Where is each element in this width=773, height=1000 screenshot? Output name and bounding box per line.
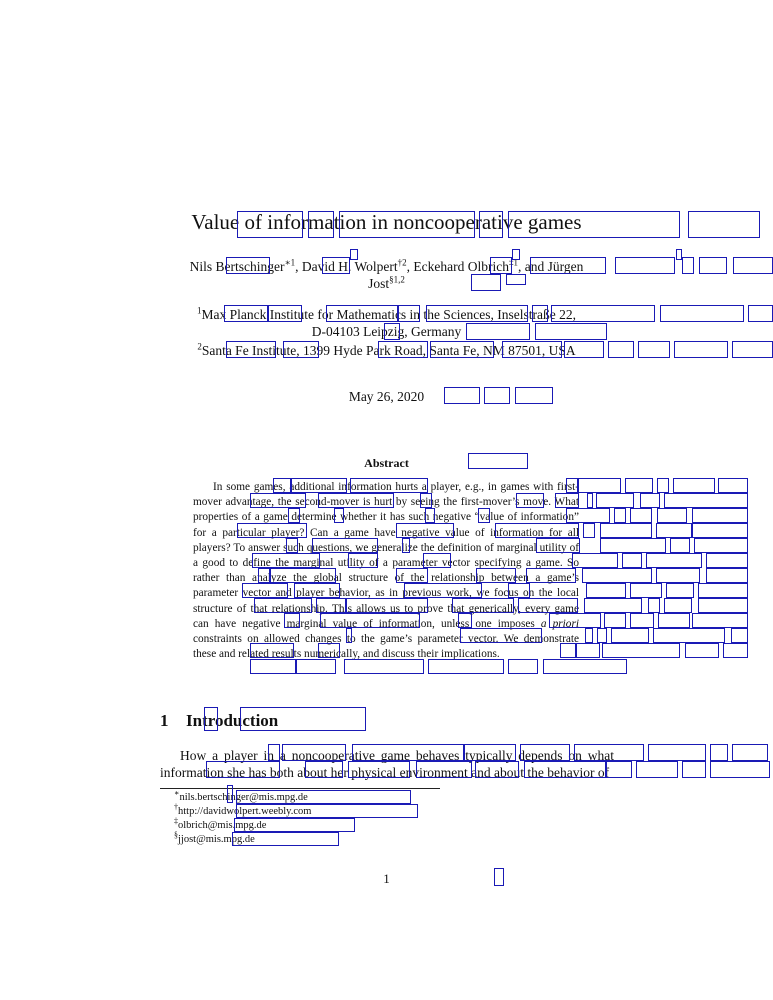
link-box[interactable] <box>250 493 306 508</box>
link-box[interactable] <box>625 478 653 493</box>
link-box[interactable] <box>602 643 680 658</box>
section-number: 1 <box>160 711 169 730</box>
link-box[interactable] <box>583 523 595 538</box>
link-box[interactable] <box>346 628 352 643</box>
link-box[interactable] <box>204 707 218 731</box>
link-box[interactable] <box>258 568 270 583</box>
link-box[interactable] <box>206 761 280 778</box>
link-box[interactable] <box>426 305 528 322</box>
link-box[interactable] <box>699 257 727 274</box>
link-box[interactable] <box>688 211 760 238</box>
link-box[interactable] <box>227 785 233 803</box>
link-box[interactable] <box>706 553 748 568</box>
link-box[interactable] <box>587 493 593 508</box>
link-box[interactable] <box>268 744 280 761</box>
page-number: 1 <box>383 871 390 886</box>
link-box[interactable] <box>530 257 606 274</box>
link-box[interactable] <box>732 744 768 761</box>
link-box[interactable] <box>646 553 702 568</box>
link-box[interactable] <box>682 761 706 778</box>
link-box[interactable] <box>582 568 652 583</box>
link-box[interactable] <box>656 523 692 538</box>
link-box[interactable] <box>291 478 347 493</box>
link-box[interactable] <box>692 523 748 538</box>
link-box[interactable] <box>574 744 644 761</box>
link-box[interactable] <box>660 305 744 322</box>
link-box[interactable] <box>378 341 428 358</box>
link-box[interactable] <box>402 538 410 553</box>
link-box[interactable] <box>240 707 366 731</box>
link-box[interactable] <box>551 305 655 322</box>
footnote-mark: § <box>174 830 178 840</box>
link-box[interactable] <box>653 628 725 643</box>
link-box[interactable] <box>283 341 319 358</box>
link-box[interactable] <box>430 341 494 358</box>
link-box[interactable] <box>350 478 428 493</box>
link-box[interactable] <box>252 553 320 568</box>
affiliation-text: D-04103 Leipzig, Germany <box>311 324 462 339</box>
paper-date: May 26, 2020 <box>348 389 425 404</box>
link-box[interactable] <box>658 613 690 628</box>
link-box[interactable] <box>475 761 519 778</box>
link-box[interactable] <box>692 508 748 523</box>
link-box[interactable] <box>748 305 773 322</box>
link-box[interactable] <box>444 387 480 404</box>
link-box[interactable] <box>622 553 642 568</box>
link-box[interactable] <box>344 659 424 674</box>
affiliation-text: Max Planck Institute for Mathematics in the Sciences, Inselstraße 22, <box>201 307 577 322</box>
link-box[interactable] <box>732 341 773 358</box>
link-box[interactable] <box>536 538 580 553</box>
link-box[interactable] <box>502 341 562 358</box>
link-box[interactable] <box>339 211 475 238</box>
link-box[interactable] <box>224 305 268 322</box>
link-box[interactable] <box>566 508 610 523</box>
link-box[interactable] <box>664 493 748 508</box>
link-box[interactable] <box>666 583 694 598</box>
link-box[interactable] <box>596 493 634 508</box>
footnote-mark: † <box>174 802 178 812</box>
link-box[interactable] <box>560 643 576 658</box>
link-box[interactable] <box>352 744 464 761</box>
author-marker[interactable]: ‡1 <box>508 257 518 268</box>
link-box[interactable] <box>549 613 601 628</box>
link-box[interactable] <box>656 568 700 583</box>
paper-title: Value of information in noncooperative games <box>191 210 582 234</box>
link-box[interactable] <box>506 274 526 285</box>
link-box[interactable] <box>236 804 418 818</box>
link-box[interactable] <box>296 659 336 674</box>
link-box[interactable] <box>254 598 312 613</box>
link-box[interactable] <box>288 508 300 523</box>
link-box[interactable] <box>526 568 576 583</box>
link-box[interactable] <box>478 508 490 523</box>
link-box[interactable] <box>682 257 694 274</box>
affiliation-marker: 1 <box>196 305 202 316</box>
author-marker[interactable]: ∗1 <box>284 257 296 268</box>
link-box[interactable] <box>284 613 300 628</box>
link-box[interactable] <box>423 553 451 568</box>
link-box[interactable] <box>512 249 520 260</box>
link-box[interactable] <box>600 523 652 538</box>
link-box[interactable] <box>471 274 501 291</box>
link-box[interactable] <box>404 583 482 598</box>
link-box[interactable] <box>710 744 728 761</box>
link-box[interactable] <box>305 761 343 778</box>
link-box[interactable] <box>508 211 680 238</box>
link-box[interactable] <box>316 598 346 613</box>
link-box[interactable] <box>664 598 692 613</box>
link-box[interactable] <box>648 744 706 761</box>
link-box[interactable] <box>698 598 748 613</box>
link-box[interactable] <box>494 868 504 886</box>
link-box[interactable] <box>348 553 378 568</box>
link-box[interactable] <box>572 553 618 568</box>
link-box[interactable] <box>294 583 340 598</box>
link-box[interactable] <box>346 598 428 613</box>
author-name: Nils Bertschinger <box>189 259 285 274</box>
link-box[interactable] <box>638 341 670 358</box>
link-box[interactable] <box>535 323 607 340</box>
link-box[interactable] <box>396 523 454 538</box>
link-box[interactable] <box>334 508 344 523</box>
author-name: Jost <box>368 276 390 291</box>
link-box[interactable] <box>706 568 748 583</box>
abstract-text: In some games, additional information hurts a player, e.g., in games with first-mover advantage, the second-mover is hurt by seeing the first-mover’s move. What properties of a game determine whether it has such negative “value of information” for a particular player? Can a game have negative value of information for all players? To answer such questions, we generalize the definition of marginal utility of a good to define the marginal utility of a parameter vector specifying a game. So rather than analyze the global structure of the relationship between a game’s parameter vector and player behavior, as in previous work, we focus on the local structure of that relationship. This allows us to prove that generically, every game can have negative marginal value of information, unless one imposes <box>193 481 579 630</box>
link-box[interactable] <box>237 211 303 238</box>
link-box[interactable] <box>723 643 748 658</box>
link-box[interactable] <box>420 493 432 508</box>
link-box[interactable] <box>524 761 606 778</box>
link-box[interactable] <box>600 538 666 553</box>
link-box[interactable] <box>468 453 528 469</box>
link-box[interactable] <box>606 761 632 778</box>
link-box[interactable] <box>250 643 294 658</box>
link-box[interactable] <box>555 493 579 508</box>
link-box[interactable] <box>232 832 339 846</box>
link-box[interactable] <box>268 305 302 322</box>
link-box[interactable] <box>318 493 394 508</box>
link-box[interactable] <box>604 613 626 628</box>
section-title: Introduction <box>186 711 279 730</box>
author-marker[interactable]: §1,2 <box>389 274 405 285</box>
link-box[interactable] <box>286 538 298 553</box>
link-box[interactable] <box>566 478 578 493</box>
link-box[interactable] <box>234 818 355 832</box>
footnote-email[interactable]: nils.bertschinger@mis.mpg.de <box>179 792 308 803</box>
link-box[interactable] <box>318 643 340 658</box>
link-box[interactable] <box>242 583 288 598</box>
author-name: , and Jürgen <box>517 259 584 274</box>
footnote-rule <box>160 788 440 789</box>
link-box[interactable] <box>476 568 516 583</box>
link-box[interactable] <box>543 659 627 674</box>
link-box[interactable] <box>636 761 678 778</box>
link-box[interactable] <box>698 583 748 598</box>
link-box[interactable] <box>384 323 400 340</box>
link-box[interactable] <box>464 744 516 761</box>
link-box[interactable] <box>630 613 654 628</box>
link-box[interactable] <box>630 583 662 598</box>
footnote-url[interactable]: http://davidwolpert.weebly.com <box>178 806 312 817</box>
link-box[interactable] <box>630 508 652 523</box>
link-box[interactable] <box>586 583 626 598</box>
link-box[interactable] <box>270 568 336 583</box>
link-box[interactable] <box>685 643 719 658</box>
link-box[interactable] <box>508 659 538 674</box>
intro-paragraph: How a player in a noncooperative game behaves typically depends on what information she has both about her physical environment and about the behavior of <box>160 748 614 780</box>
affiliation-marker: 2 <box>197 341 202 352</box>
link-box[interactable] <box>694 538 748 553</box>
link-box[interactable] <box>320 613 420 628</box>
link-box[interactable] <box>657 508 687 523</box>
link-box[interactable] <box>226 257 270 274</box>
link-box[interactable] <box>428 659 504 674</box>
link-box[interactable] <box>350 249 358 260</box>
author-marker[interactable]: †2 <box>397 257 407 268</box>
link-box[interactable] <box>585 628 593 643</box>
link-box[interactable] <box>532 305 548 322</box>
link-box[interactable] <box>578 478 621 493</box>
abstract-text: constraints on allowed changes to the game’s parameter vector. We demonstrate these and related results numerically, and discuss their implications. <box>193 633 579 661</box>
link-box[interactable] <box>515 387 553 404</box>
affiliation-text: Santa Fe Institute, 1399 Hyde Park Road, Santa Fe, NM 87501, USA <box>201 343 576 358</box>
link-box[interactable] <box>718 478 748 493</box>
link-box[interactable] <box>670 538 690 553</box>
link-box[interactable] <box>615 257 675 274</box>
link-box[interactable] <box>398 305 420 322</box>
link-box[interactable] <box>452 598 514 613</box>
link-box[interactable] <box>466 323 530 340</box>
link-box[interactable] <box>640 493 660 508</box>
link-box[interactable] <box>692 613 748 628</box>
link-box[interactable] <box>608 341 634 358</box>
link-box[interactable] <box>614 508 626 523</box>
link-box[interactable] <box>226 341 276 358</box>
link-box[interactable] <box>733 257 773 274</box>
link-box[interactable] <box>416 761 472 778</box>
link-box[interactable] <box>425 508 435 523</box>
link-box[interactable] <box>273 478 291 493</box>
footnote-email[interactable]: olbrich@mis.mpg.de <box>178 820 267 831</box>
link-box[interactable] <box>322 257 350 274</box>
link-box[interactable] <box>520 744 570 761</box>
link-box[interactable] <box>657 478 669 493</box>
link-box[interactable] <box>348 761 410 778</box>
link-box[interactable] <box>516 493 544 508</box>
link-box[interactable] <box>312 538 378 553</box>
link-box[interactable] <box>490 257 512 274</box>
link-box[interactable] <box>479 211 503 238</box>
link-box[interactable] <box>495 523 579 538</box>
link-box[interactable] <box>508 583 530 598</box>
link-box[interactable] <box>308 211 334 238</box>
footnote-email[interactable]: jjost@mis.mpg.de <box>178 834 255 845</box>
link-box[interactable] <box>484 387 510 404</box>
link-box[interactable] <box>250 659 296 674</box>
link-box[interactable] <box>396 568 428 583</box>
link-box[interactable] <box>564 341 604 358</box>
link-box[interactable] <box>518 598 578 613</box>
author-name: , David H. Wolpert <box>295 259 398 274</box>
link-box[interactable] <box>673 478 715 493</box>
abstract-heading: Abstract <box>364 456 409 470</box>
link-box[interactable] <box>674 341 728 358</box>
footnote-mark: ‡ <box>174 816 178 826</box>
abstract-italic: a priori <box>540 617 579 630</box>
link-box[interactable] <box>237 523 307 538</box>
footnote-mark: ∗ <box>174 788 180 798</box>
link-box[interactable] <box>597 628 607 643</box>
link-box[interactable] <box>236 790 411 804</box>
link-box[interactable] <box>576 643 600 658</box>
link-box[interactable] <box>584 598 642 613</box>
link-box[interactable] <box>710 761 770 778</box>
link-box[interactable] <box>611 628 649 643</box>
link-box[interactable] <box>458 613 472 628</box>
link-box[interactable] <box>460 628 542 643</box>
link-box[interactable] <box>282 744 346 761</box>
link-box[interactable] <box>326 305 398 322</box>
link-box[interactable] <box>648 598 660 613</box>
author-name: , Eckehard Olbrich <box>406 259 509 274</box>
link-box[interactable] <box>731 628 748 643</box>
